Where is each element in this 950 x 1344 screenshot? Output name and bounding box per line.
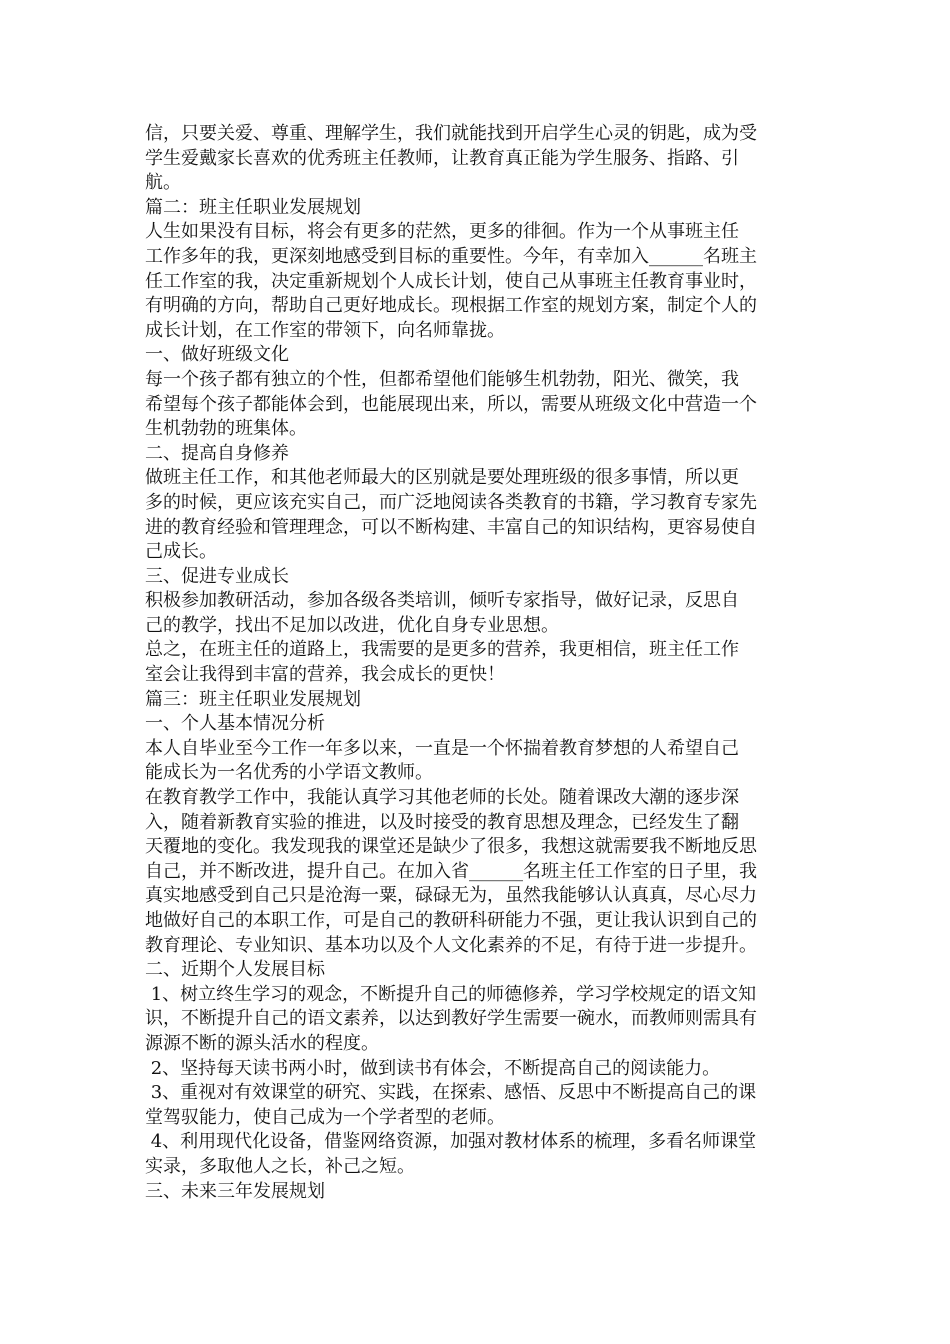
text-line: 希望每个孩子都能体会到，也能展现出来，所以，需要从班级文化中营造一个 (145, 393, 757, 415)
text-line: 入，随着新教育实验的推进，以及时接受的教育思想及理念，已经发生了翻 (145, 811, 739, 833)
text-line: 总之，在班主任的道路上，我需要的是更多的营养，我更相信，班主任工作 (145, 639, 739, 661)
text-line: 教育理论、专业知识、基本功以及个人文化素养的不足，有待于进一步提升。 (145, 934, 757, 956)
subsection-heading: 一、个人基本情况分析 (145, 713, 325, 735)
text-line: 在教育教学工作中，我能认真学习其他老师的长处。随着课改大潮的逐步深 (145, 787, 739, 809)
section-heading: 篇三：班主任职业发展规划 (145, 688, 361, 710)
subsection-heading: 二、近期个人发展目标 (145, 959, 325, 981)
list-item: 4、利用现代化设备，借鉴网络资源，加强对教材体系的梳理，多看名师课堂 (145, 1131, 757, 1153)
text-line: 生机勃勃的班集体。 (145, 418, 307, 440)
section-heading: 篇二：班主任职业发展规划 (145, 196, 361, 218)
subsection-heading: 三、促进专业成长 (145, 565, 289, 587)
text-line: 任工作室的我，决定重新规划个人成长计划，使自己从事班主任教育事业时， (145, 270, 757, 292)
list-item: 3、重视对有效课堂的研究、实践，在探索、感悟、反思中不断提高自己的课 (145, 1082, 757, 1104)
text-line: 室会让我得到丰富的营养，我会成长的更快！ (145, 664, 505, 686)
text-line: 地做好自己的本职工作，可是自己的教研科研能力不强，更让我认识到自己的 (145, 910, 757, 931)
text-line: 天覆地的变化。我发现我的课堂还是缺少了很多，我想这就需要我不断地反思 (145, 836, 757, 858)
text-line: 识，不断提升自己的语文素养，以达到教好学生需要一碗水，而教师则需具有 (145, 1008, 757, 1030)
text-line: 工作多年的我，更深刻地感受到目标的重要性。今年，有幸加入______名班主 (145, 245, 757, 267)
text-line: 信，只要关爱、尊重、理解学生，我们就能找到开启学生心灵的钥匙，成为受 (145, 123, 757, 144)
text-line: 成长计划，在工作室的带领下，向名师靠拢。 (145, 319, 505, 341)
text-line: 人生如果没有目标，将会有更多的茫然，更多的徘徊。作为一个从事班主任 (145, 221, 739, 243)
text-line: 多的时候，更应该充实自己，而广泛地阅读各类教育的书籍，学习教育专家先 (145, 491, 757, 513)
text-line: 每一个孩子都有独立的个性，但都希望他们能够生机勃勃，阳光、微笑，我 (145, 368, 739, 390)
text-line: 学生爱戴家长喜欢的优秀班主任教师，让教育真正能为学生服务、指路、引 (145, 147, 739, 169)
text-line: 己的教学，找出不足加以改进，优化自身专业思想。 (145, 614, 559, 636)
text-line: 本人自毕业至今工作一年多以来，一直是一个怀揣着教育梦想的人希望自己 (145, 737, 739, 759)
document-body (145, 122, 800, 1204)
text-line: 做班主任工作，和其他老师最大的区别就是要处理班级的很多事情，所以更 (145, 467, 739, 489)
text-line: 能成长为一名优秀的小学语文教师。 (145, 762, 433, 784)
text-line: 源源不断的源头活水的程度。 (145, 1032, 379, 1054)
subsection-heading: 二、提高自身修养 (145, 442, 289, 464)
list-item: 2、坚持每天读书两小时，做到读书有体会，不断提高自己的阅读能力。 (145, 1057, 721, 1079)
text-line: 实录，多取他人之长，补己之短。 (145, 1155, 415, 1177)
text-line: 航。 (145, 172, 181, 194)
list-item: 1、树立终生学习的观念，不断提升自己的师德修养，学习学校规定的语文知 (145, 983, 757, 1005)
subsection-heading: 一、做好班级文化 (145, 344, 289, 366)
text-line: 己成长。 (145, 541, 217, 563)
text-line: 堂驾驭能力，使自己成为一个学者型的老师。 (145, 1106, 505, 1128)
text-line: 有明确的方向，帮助自己更好地成长。现根据工作室的规划方案，制定个人的 (145, 295, 757, 317)
subsection-heading: 三、未来三年发展规划 (145, 1180, 325, 1202)
text-line: 真实地感受到自己只是沧海一粟，碌碌无为，虽然我能够认认真真，尽心尽力 (145, 885, 757, 907)
text-line: 自己，并不断改进，提升自己。在加入省______名班主任工作室的日子里，我 (145, 860, 757, 882)
text-line: 积极参加教研活动，参加各级各类培训，倾听专家指导，做好记录，反思自 (145, 590, 739, 612)
text-line: 进的教育经验和管理理念，可以不断构建、丰富自己的知识结构，更容易使自 (145, 516, 757, 538)
